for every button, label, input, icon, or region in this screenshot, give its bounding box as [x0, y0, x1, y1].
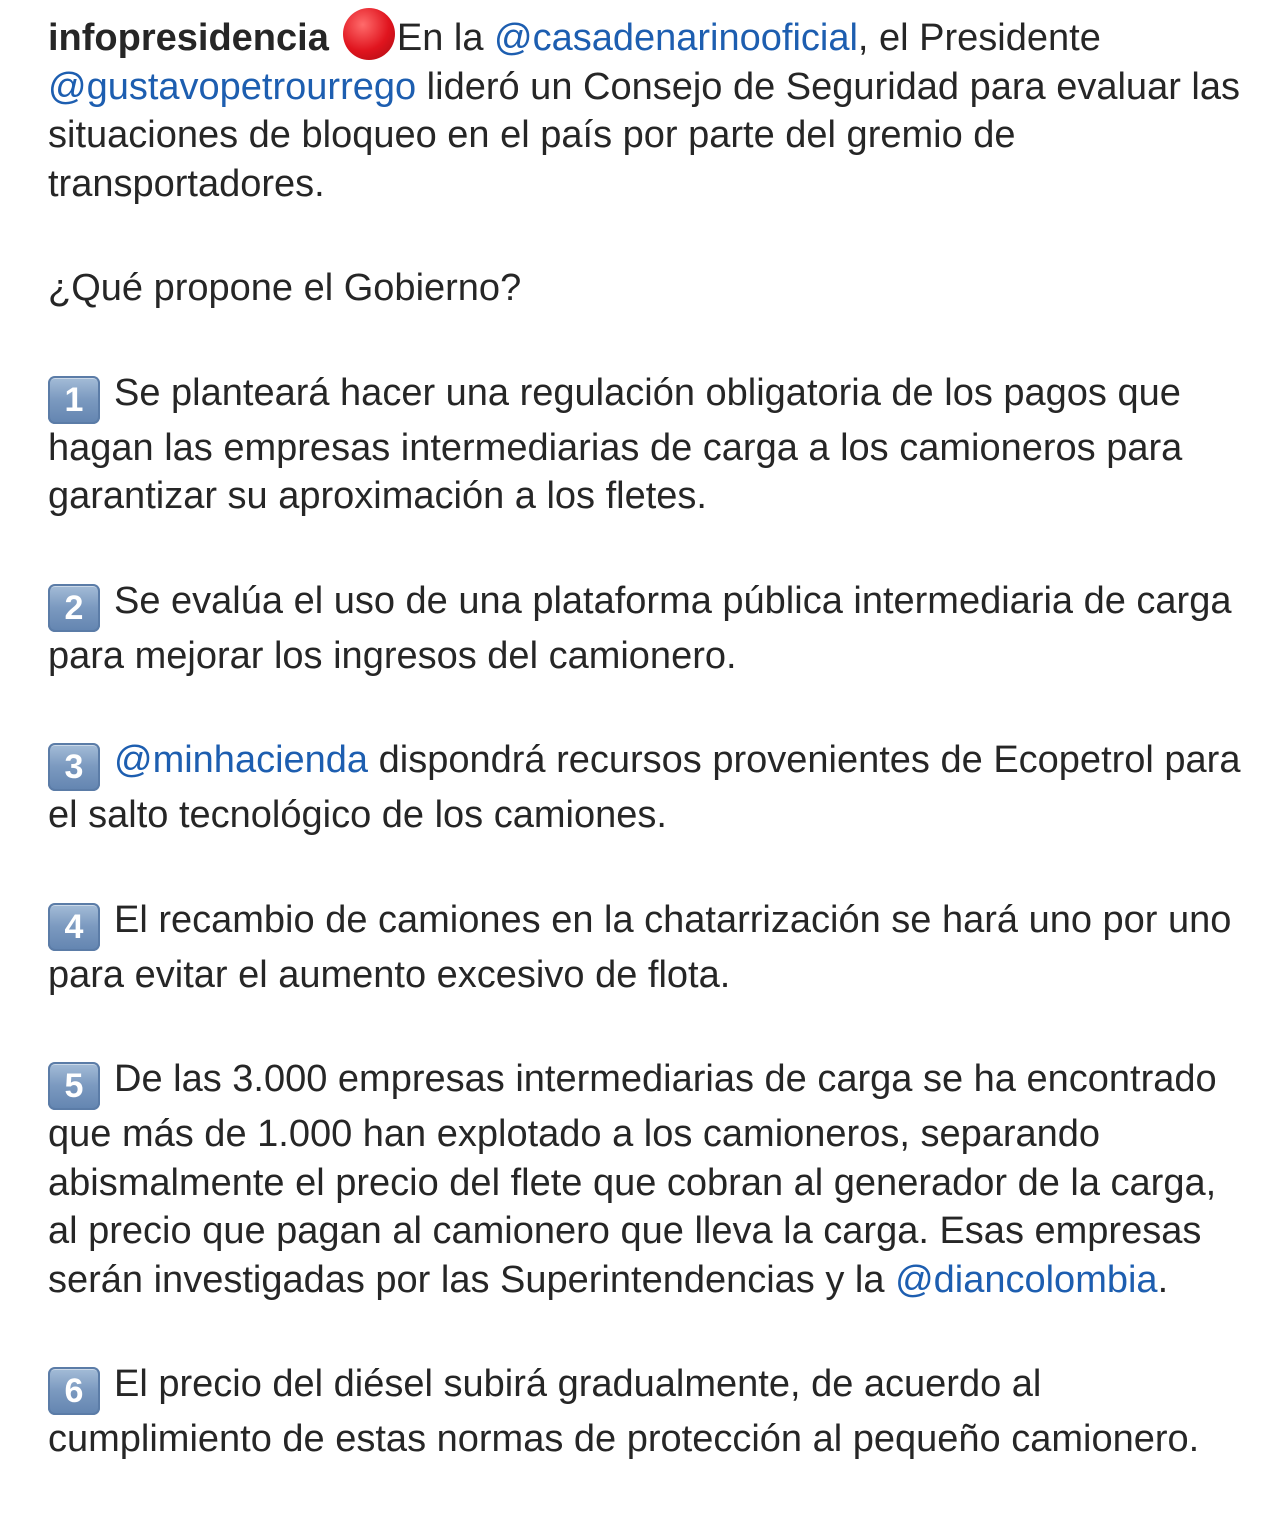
- mention-gustavopetrourrego[interactable]: @gustavopetrourrego: [48, 65, 417, 108]
- proposal-text-5-suffix: .: [1157, 1258, 1169, 1301]
- intro-text-3: lideró un Consejo de Seguridad para evaluar las situaciones de bloqueo en el país por parte del gremio de transportadores.: [48, 65, 1240, 205]
- caption-intro: [48, 8, 1248, 208]
- proposal-text-5: De las 3.000 empresas intermediarias de carga se ha encontrado que más de 1.000 han explotado a los camioneros, separando abismalmente el precio del flete que cobran al generador de la carga, al precio que pagan al camionero que lleva la carga. Esas empresas serán investigadas por las Superintendencias y la: [48, 1058, 1217, 1301]
- red-circle-icon: [343, 8, 395, 60]
- keycap-6-icon: 6: [48, 1367, 100, 1415]
- proposal-text-3: dispondrá recursos provenientes de Ecopetrol para el salto tecnológico de los camiones.: [48, 739, 1241, 836]
- proposal-text-6: El precio del diésel subirá gradualmente, de acuerdo al cumplimiento de estas normas de protección al pequeño camionero.: [48, 1363, 1200, 1460]
- proposal-item-2: [48, 577, 1248, 681]
- proposal-item-5: [48, 1055, 1248, 1304]
- keycap-4-icon: 4: [48, 903, 100, 951]
- mention-diancolombia[interactable]: @diancolombia: [895, 1258, 1158, 1301]
- intro-text-1: En la: [396, 17, 495, 59]
- proposal-text-4: El recambio de camiones en la chatarrización se hará uno por uno para evitar el aumento excesivo de flota.: [48, 898, 1232, 996]
- proposal-item-3: [48, 736, 1248, 840]
- keycap-5-icon: 5: [48, 1062, 100, 1110]
- proposal-item-6: [48, 1360, 1248, 1464]
- proposal-text-2: Se evalúa el uso de una plataforma pública intermediaria de carga para mejorar los ingresos del camionero.: [48, 579, 1232, 677]
- intro-text-2: , el Presidente: [857, 17, 1101, 59]
- keycap-1-icon: 1: [48, 376, 100, 424]
- keycap-2-icon: 2: [48, 584, 100, 632]
- question-heading: ¿Qué propone el Gobierno?: [48, 267, 522, 309]
- proposal-item-4: [48, 896, 1248, 1000]
- keycap-3-icon: 3: [48, 743, 100, 791]
- mention-casadenarinooficial[interactable]: @casadenarinooficial: [494, 17, 858, 59]
- post-caption: [48, 8, 1248, 1520]
- username-link[interactable]: infopresidencia: [48, 17, 329, 59]
- proposal-text-1: Se planteará hacer una regulación obligatoria de los pagos que hagan las empresas intermediarias de carga a los camioneros para garantizar su aproximación a los fletes.: [48, 371, 1183, 517]
- mention-minhacienda[interactable]: @minhacienda: [114, 739, 369, 781]
- proposal-item-1: [48, 369, 1248, 521]
